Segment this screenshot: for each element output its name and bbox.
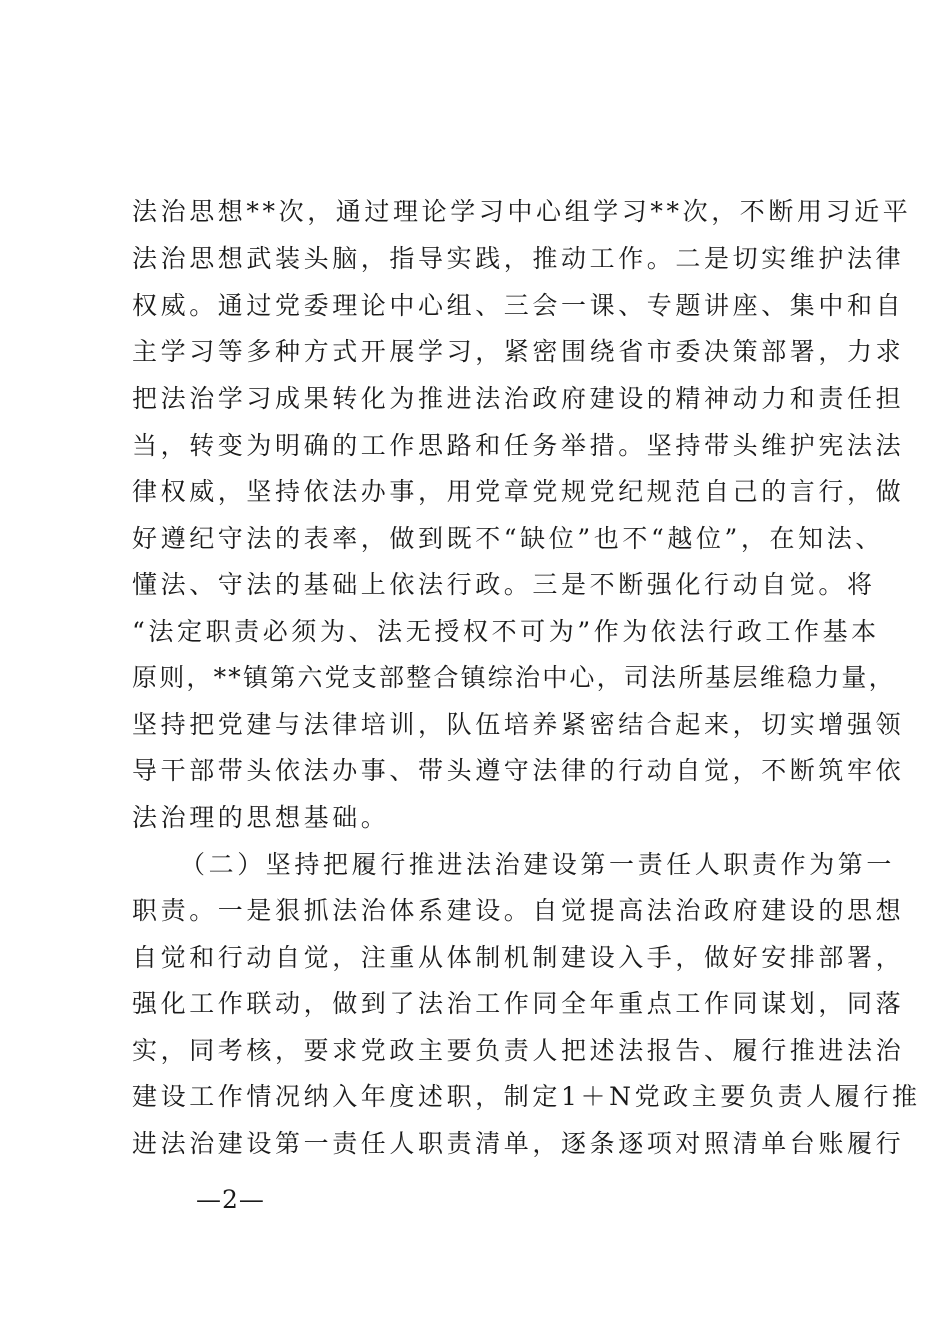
text-line: 进法治建设第一责任人职责清单，逐条逐项对照清单台账履行 <box>132 1129 905 1158</box>
text-line: 律权威，坚持依法办事，用党章党规党纪规范自己的言行，做 <box>132 477 905 506</box>
text-line: 自觉和行动自觉，注重从体制机制建设入手，做好安排部署， <box>132 943 905 972</box>
text-line: “法定职责必须为、法无授权不可为”作为依法行政工作基本 <box>132 617 880 646</box>
text-line: 原则，**镇第六党支部整合镇综治中心，司法所基层维稳力量， <box>132 663 896 692</box>
text-line: 法治理的思想基础。 <box>132 803 390 832</box>
section-heading-line: （二）坚持把履行推进法治建设第一责任人职责作为第一 <box>180 850 896 879</box>
text-line: 法治思想武装头脑，指导实践，推动工作。二是切实维护法律 <box>132 244 905 273</box>
text-line: 主学习等多种方式开展学习，紧密围绕省市委决策部署，力求 <box>132 337 905 366</box>
text-line: 权威。通过党委理论中心组、三会一课、专题讲座、集中和自 <box>132 291 905 320</box>
page-number: —2— <box>196 1185 265 1214</box>
text-line: 强化工作联动，做到了法治工作同全年重点工作同谋划，同落 <box>132 989 905 1018</box>
text-line: 好遵纪守法的表率，做到既不“缺位”也不“越位”，在知法、 <box>132 524 884 553</box>
text-line: 建设工作情况纳入年度述职，制定1＋N党政主要负责人履行推 <box>132 1082 921 1111</box>
text-line: 导干部带头依法办事、带头遵守法律的行动自觉，不断筑牢依 <box>132 756 905 785</box>
text-line: 坚持把党建与法律培训，队伍培养紧密结合起来，切实增强领 <box>132 710 905 739</box>
text-line: 职责。一是狠抓法治体系建设。自觉提高法治政府建设的思想 <box>132 896 905 925</box>
text-line: 实，同考核，要求党政主要负责人把述法报告、履行推进法治 <box>132 1036 905 1065</box>
text-line: 当，转变为明确的工作思路和任务举措。坚持带头维护宪法法 <box>132 431 905 460</box>
text-line: 懂法、守法的基础上依法行政。三是不断强化行动自觉。将 <box>132 570 876 599</box>
text-line: 法治思想**次，通过理论学习中心组学习**次，不断用习近平 <box>132 197 912 226</box>
text-line: 把法治学习成果转化为推进法治政府建设的精神动力和责任担 <box>132 384 905 413</box>
